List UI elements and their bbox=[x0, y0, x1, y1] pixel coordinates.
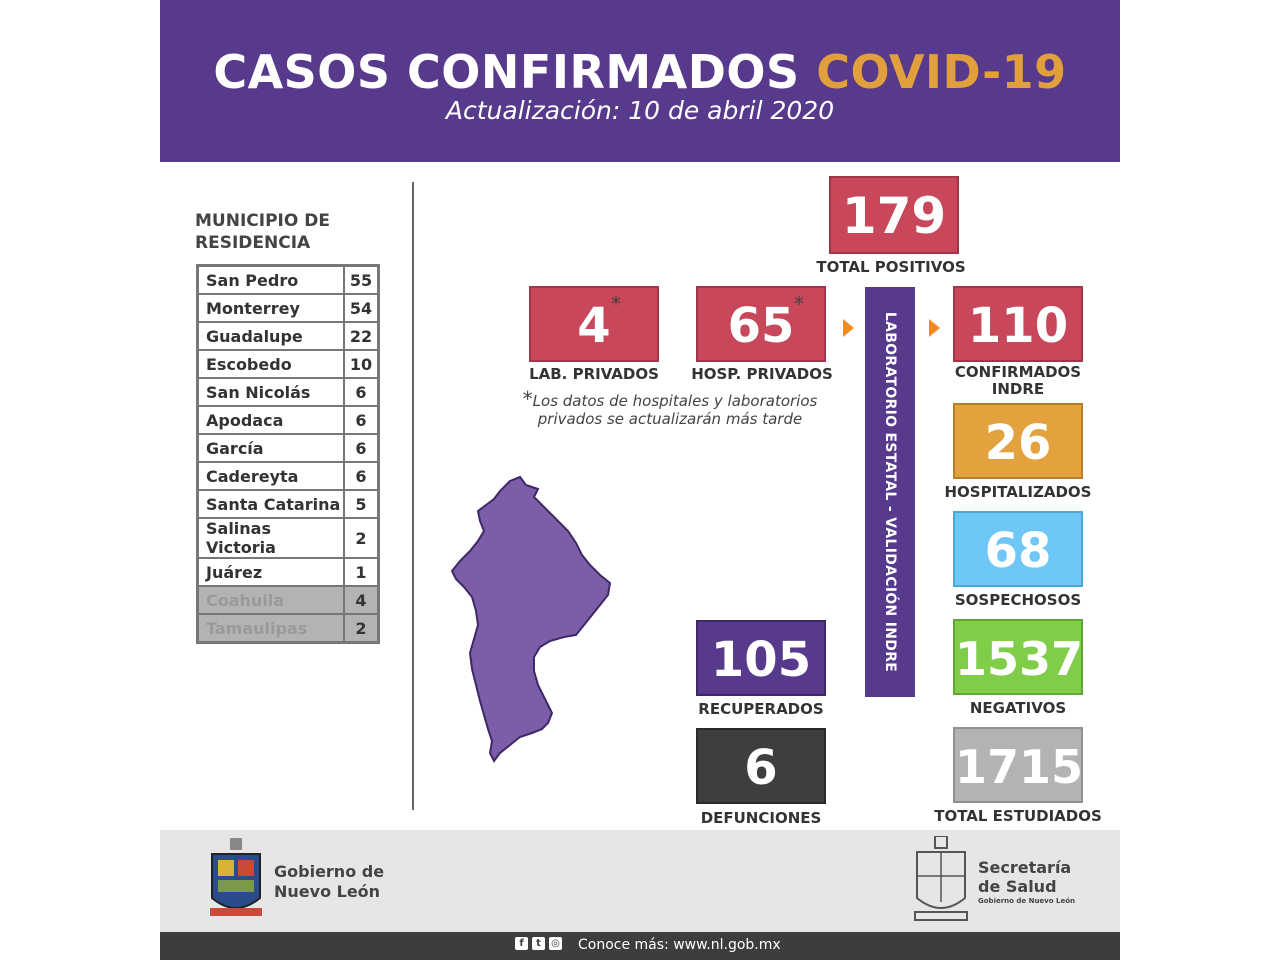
confirmados-label-line1: CONFIRMADOS bbox=[954, 363, 1082, 381]
table-row bbox=[198, 322, 379, 350]
municipio-name: Santa Catarina bbox=[198, 490, 345, 518]
municipio-name: Tamaulipas bbox=[198, 614, 345, 643]
table-row bbox=[198, 518, 379, 558]
ss-line1: Secretaría bbox=[978, 858, 1072, 877]
municipio-name: Juárez bbox=[198, 558, 345, 586]
municipio-title bbox=[195, 210, 330, 254]
table-row bbox=[198, 266, 379, 295]
total-positivos-box: 179 bbox=[829, 176, 959, 254]
municipio-title-line2: RESIDENCIA bbox=[195, 233, 311, 253]
municipio-title-line1: MUNICIPIO DE bbox=[195, 211, 330, 231]
municipio-count: 1 bbox=[344, 558, 379, 586]
table-row bbox=[198, 586, 379, 614]
hospitalizados-label: HOSPITALIZADOS bbox=[944, 483, 1092, 501]
recuperados-box: 105 bbox=[696, 620, 826, 696]
title-main: CASOS CONFIRMADOS bbox=[213, 45, 800, 99]
header-banner bbox=[160, 0, 1120, 162]
laboratorio-estatal-label: LABORATORIO ESTATAL - VALIDACIÓN INDRE bbox=[882, 311, 898, 673]
infographic-card bbox=[160, 0, 1120, 960]
instagram-icon[interactable]: ◎ bbox=[549, 937, 562, 950]
hosp-privados-value: 65 bbox=[727, 298, 795, 354]
confirmados-indre-label bbox=[940, 364, 1096, 398]
table-row bbox=[198, 490, 379, 518]
municipio-count: 6 bbox=[344, 462, 379, 490]
municipio-name: Coahuila bbox=[198, 586, 345, 614]
hosp-privados-box bbox=[696, 286, 826, 362]
total-estudiados-box: 1715 bbox=[953, 727, 1083, 803]
facebook-icon[interactable]: f bbox=[515, 937, 528, 950]
table-row bbox=[198, 462, 379, 490]
municipio-name: San Pedro bbox=[198, 266, 345, 295]
table-row bbox=[198, 434, 379, 462]
gov-line1: Gobierno de bbox=[274, 862, 385, 881]
lab-privados-box bbox=[529, 286, 659, 362]
ss-line2: de Salud bbox=[978, 877, 1057, 896]
secretaria-name bbox=[978, 858, 1075, 906]
social-icons bbox=[515, 937, 562, 950]
divider-line bbox=[412, 182, 414, 810]
lab-privados-asterisk: * bbox=[611, 292, 621, 316]
footer-logos bbox=[160, 830, 1120, 932]
lab-privados-label: LAB. PRIVADOS bbox=[529, 365, 659, 383]
municipio-count: 4 bbox=[344, 586, 379, 614]
municipio-name: Monterrey bbox=[198, 294, 345, 322]
municipio-name: García bbox=[198, 434, 345, 462]
municipio-count: 5 bbox=[344, 490, 379, 518]
total-positivos-label: TOTAL POSITIVOS bbox=[816, 258, 966, 276]
table-row bbox=[198, 378, 379, 406]
municipio-count: 2 bbox=[344, 518, 379, 558]
defunciones-box: 6 bbox=[696, 728, 826, 804]
private-data-note bbox=[500, 387, 840, 428]
municipio-count: 10 bbox=[344, 350, 379, 378]
municipio-count: 2 bbox=[344, 614, 379, 643]
municipio-count: 6 bbox=[344, 406, 379, 434]
note-line2: privados se actualizarán más tarde bbox=[537, 410, 803, 428]
update-date: Actualización: 10 de abril 2020 bbox=[445, 96, 835, 125]
municipio-count: 22 bbox=[344, 322, 379, 350]
municipio-name: Escobedo bbox=[198, 350, 345, 378]
twitter-icon[interactable]: t bbox=[532, 937, 545, 950]
total-estudiados-label: TOTAL ESTUDIADOS bbox=[934, 807, 1102, 825]
sospechosos-label: SOSPECHOSOS bbox=[954, 591, 1082, 609]
municipio-table bbox=[196, 264, 380, 644]
table-row bbox=[198, 350, 379, 378]
municipio-count: 55 bbox=[344, 266, 379, 295]
defunciones-label: DEFUNCIONES bbox=[700, 809, 822, 827]
gobierno-name bbox=[274, 862, 384, 902]
table-row bbox=[198, 614, 379, 643]
page-title bbox=[160, 44, 1120, 100]
municipio-count: 6 bbox=[344, 434, 379, 462]
confirmados-label-line2: INDRE bbox=[991, 380, 1045, 398]
municipio-name: Salinas Victoria bbox=[198, 518, 345, 558]
note-line1: Los datos de hospitales y laboratorios bbox=[532, 392, 818, 410]
municipio-name: San Nicolás bbox=[198, 378, 345, 406]
hospitalizados-box: 26 bbox=[953, 403, 1083, 479]
secretaria-shield-icon bbox=[912, 836, 970, 926]
negativos-box: 1537 bbox=[953, 619, 1083, 695]
ss-subtitle: Gobierno de Nuevo León bbox=[978, 897, 1075, 905]
municipio-name: Guadalupe bbox=[198, 322, 345, 350]
table-row bbox=[198, 406, 379, 434]
negativos-label: NEGATIVOS bbox=[969, 699, 1067, 717]
municipio-count: 54 bbox=[344, 294, 379, 322]
table-row bbox=[198, 294, 379, 322]
lab-privados-value: 4 bbox=[577, 298, 611, 354]
hosp-privados-label: HOSP. PRIVADOS bbox=[691, 365, 833, 383]
arrow-right-icon bbox=[843, 319, 854, 337]
hosp-privados-asterisk: * bbox=[794, 292, 804, 316]
confirmados-indre-box: 110 bbox=[953, 286, 1083, 362]
table-row bbox=[198, 558, 379, 586]
title-highlight: COVID-19 bbox=[816, 45, 1067, 99]
sospechosos-box: 68 bbox=[953, 511, 1083, 587]
nuevo-leon-map-icon bbox=[450, 475, 770, 765]
arrow-right-icon bbox=[929, 319, 940, 337]
gobierno-shield-icon bbox=[206, 838, 266, 924]
gov-line2: Nuevo León bbox=[274, 882, 381, 901]
municipio-name: Apodaca bbox=[198, 406, 345, 434]
recuperados-label: RECUPERADOS bbox=[698, 700, 824, 718]
municipio-name: Cadereyta bbox=[198, 462, 345, 490]
website-link[interactable]: Conoce más: www.nl.gob.mx bbox=[578, 937, 781, 953]
municipio-count: 6 bbox=[344, 378, 379, 406]
footer-bar bbox=[160, 932, 1120, 960]
note-asterisk: * bbox=[522, 387, 533, 411]
